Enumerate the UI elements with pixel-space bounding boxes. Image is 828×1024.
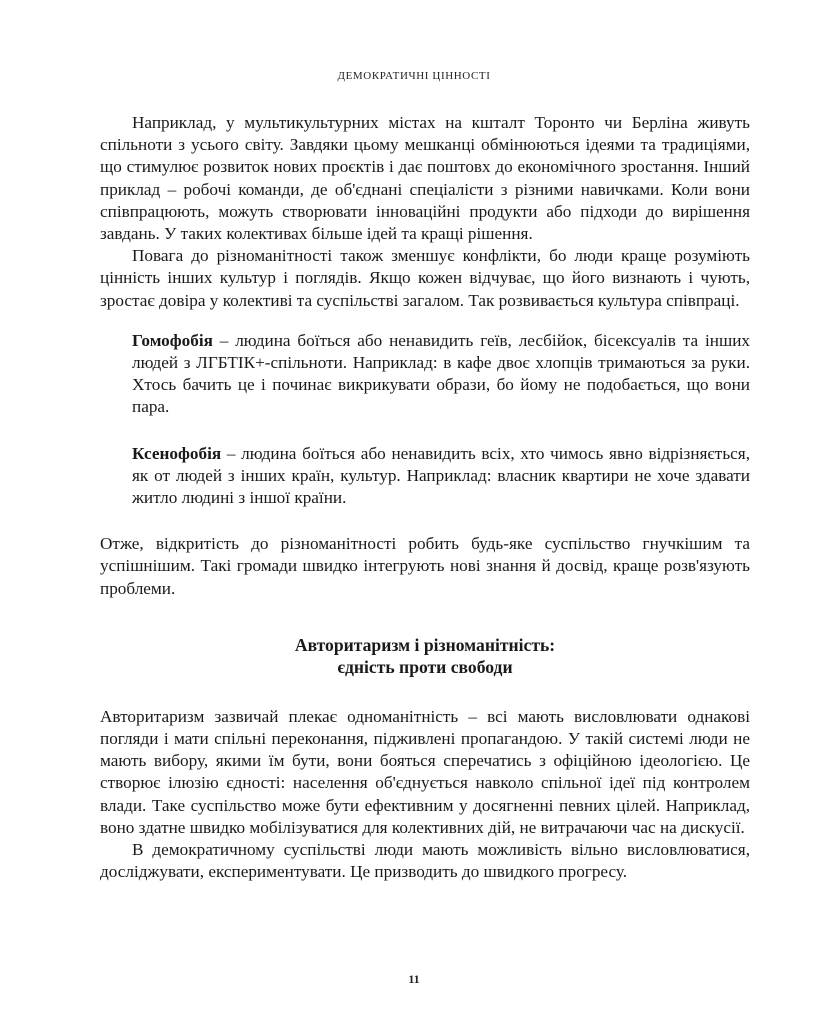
definition-homophobia	[132, 330, 750, 419]
body-paragraph: В демократичному суспільстві люди мають можливість вільно висловлюватися, досліджувати, експериментувати. Це призводить до швидкого прогресу.	[100, 840, 750, 882]
definitions-block	[132, 330, 750, 509]
page-number: 11	[408, 972, 420, 986]
running-head: ДЕМОКРАТИЧНІ ЦІННОСТІ	[337, 70, 491, 82]
page-body	[100, 112, 750, 883]
body-paragraph: Наприклад, у мультикультурних містах на кшталт Торонто чи Берліна живуть спільноти з усього світу. Завдяки цьому мешканці обмінюються ідеями та традиціями, що стимулює розвиток нових проєктів і дає поштовх до економічного зростання. Інший приклад – робочі команди, де об'єднані спеціалісти з різними навичками. Коли вони співпрацюють, можуть створювати інноваційні продукти або підходи до вирішення завдань. У таких колективах більше ідей та кращі рішення.	[100, 113, 750, 244]
definition-term: Ксенофобія	[132, 443, 222, 463]
definition-text: – людина боїться або ненавидить всіх, хто чимось явно відрізняється, як от людей з інших країн, культур. Наприклад: власник квартири не хоче здавати житло людині з іншої країни.	[132, 443, 750, 508]
section-heading-line: Авторитаризм і різноманітність:	[294, 634, 556, 655]
definition-text: – людина боїться або ненавидить геїв, лесбійок, бісексуалів та інших людей з ЛГБТІК+-спільноти. Наприклад: в кафе двоє хлопців тримаються за руки. Хтось бачить це і починає викрикувати образи, бо йому не подобається, що вони пара.	[132, 330, 750, 417]
conclusion-paragraph: Отже, відкритість до різноманітності робить будь-яке суспільство гнучкішим та успішнішим. Такі громади швидко інтегрують нові знання й досвід, краще розв'язують проблеми.	[100, 534, 750, 598]
body-paragraph: Повага до різноманітності також зменшує конфлікти, бо люди краще розуміють цінність інших культур і поглядів. Якщо кожен відчуває, що його визнають і чують, зростає довіра у колективі та суспільстві загалом. Так розвивається культура співпраці.	[100, 246, 750, 310]
definition-term: Гомофобія	[132, 330, 213, 350]
section-heading	[100, 634, 750, 678]
body-paragraph: Авторитаризм зазвичай плекає одноманітність – всі мають висловлювати однакові погляди і мати спільні переконання, підживлені пропагандою. У такій системі люди не мають вибору, якими їм бути, вони бояться сперечатись з офіційною ідеологією. Це створює ілюзію єдності: населення об'єднується навколо спільної ідеї під контролем влади. Таке суспільство може бути ефективним у досягненні певних цілей. Наприклад, воно здатне швидко мобілізуватися для колективних дій, не витрачаючи час на дискусії.	[100, 706, 750, 837]
definition-xenophobia	[132, 443, 750, 510]
section-heading-line: єдність проти свободи	[337, 656, 513, 677]
